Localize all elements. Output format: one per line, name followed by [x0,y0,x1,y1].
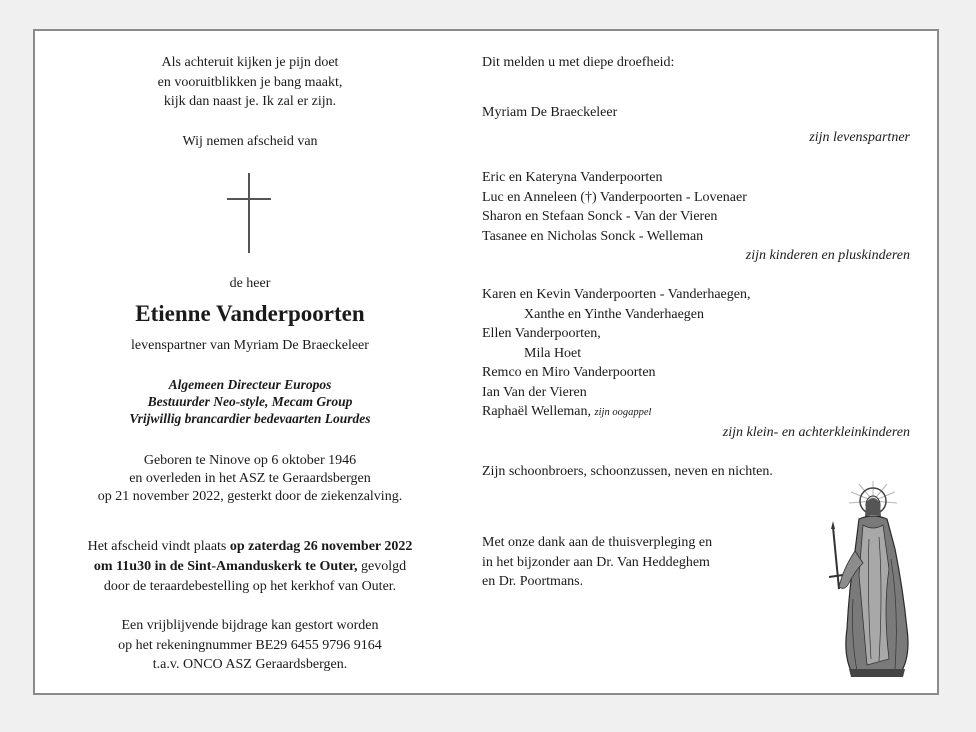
grandchild-entry [482,402,910,423]
poem [35,53,465,112]
grandchildren-role: zijn klein- en achterkleinkinderen [722,424,910,440]
service-line-1 [35,537,465,557]
great-grandchild-entry: Mila Hoet [524,345,582,361]
poem-line: en vooruitblikken je bang maakt, [157,74,343,90]
child-entry: Tasanee en Nicholas Sonck - Welleman [482,228,704,244]
thanks-line: in het bijzonder aan Dr. Van Heddeghem [482,554,710,570]
partner-role: zijn levenspartner [809,130,910,145]
partner-name: Myriam De Braeckeleer [482,105,618,120]
death-date-line: op 21 november 2022, gesterkt door de ziekenzalving. [97,489,403,504]
grandchild-note: zijn oogappel [594,407,652,418]
death-line: en overleden in het ASZ te Geraardsbergen [129,471,371,486]
roles [35,376,465,427]
in-laws: Zijn schoonbroers, schoonzussen, neven en nichten. [482,464,773,479]
poem-line: kijk dan naast je. Ik zal er zijn. [163,94,337,109]
memorial-card [33,29,939,695]
deceased-name: Etienne Vanderpoorten [135,301,365,326]
service-text: Het afscheid vindt plaats [87,539,230,554]
farewell-intro: Wij nemen afscheid van [182,134,318,149]
child-entry: Eric en Kateryna Vanderpoorten [482,170,663,185]
birth-death [35,452,465,506]
child-entry: Luc en Anneleen (†) Vanderpoorten - Lovenaer [482,189,747,205]
funeral-service [35,537,465,597]
role-line: Algemeen Directeur Europos [168,377,332,392]
children-list [482,168,910,266]
cross-icon [227,173,271,253]
saint-image [823,479,923,679]
thanks-line: Met onze dank aan de thuisverpleging en [482,535,713,550]
service-time-place: om 11u30 in de Sint-Amanduskerk te Outer, [93,559,358,574]
child-entry: Sharon en Stefaan Sonck - Van der Vieren [482,209,718,224]
service-line-2 [35,557,465,577]
left-column [35,31,465,693]
donation-recipient: t.a.v. ONCO ASZ Geraardsbergen. [152,657,348,672]
poem-line: Als achteruit kijken je pijn doet [161,55,339,70]
service-date: op zaterdag 26 november 2022 [229,539,413,554]
role-line: Bestuurder Neo-style, Mecam Group [147,394,353,409]
great-grandchild-entry: Xanthe en Yinthe Vanderhaegen [524,306,704,322]
announcement: Dit melden u met diepe droefheid: [482,55,675,70]
service-text: gevolgd [357,559,407,574]
title-prefix: de heer [229,276,271,291]
children-role: zijn kinderen en pluskinderen [745,248,910,263]
grandchild-entry: Ian Van der Vieren [482,384,587,400]
grandchild-entry: Ellen Vanderpoorten, [482,326,601,341]
donation-line: Een vrijblijvende bijdrage kan gestort worden [121,618,379,633]
donation-account: op het rekeningnummer BE29 6455 9796 9164 [118,637,382,653]
grandchild-entry: Remco en Miro Vanderpoorten [482,365,656,380]
service-line-3: door de teraardebestelling op het kerkhof van Outer. [103,579,397,594]
donation [35,616,465,675]
role-line: Vrijwillig brancardier bedevaarten Lourdes [129,411,371,426]
thanks-line: en Dr. Poortmans. [482,574,584,589]
grandchild-name: Raphaël Welleman, [482,404,592,419]
grandchild-entry: Karen en Kevin Vanderpoorten - Vanderhaegen, [482,287,751,302]
grandchildren-list [482,285,910,442]
partner-line: levenspartner van Myriam De Braeckeleer [131,338,369,353]
birth-line: Geboren te Ninove op 6 oktober 1946 [143,453,357,468]
